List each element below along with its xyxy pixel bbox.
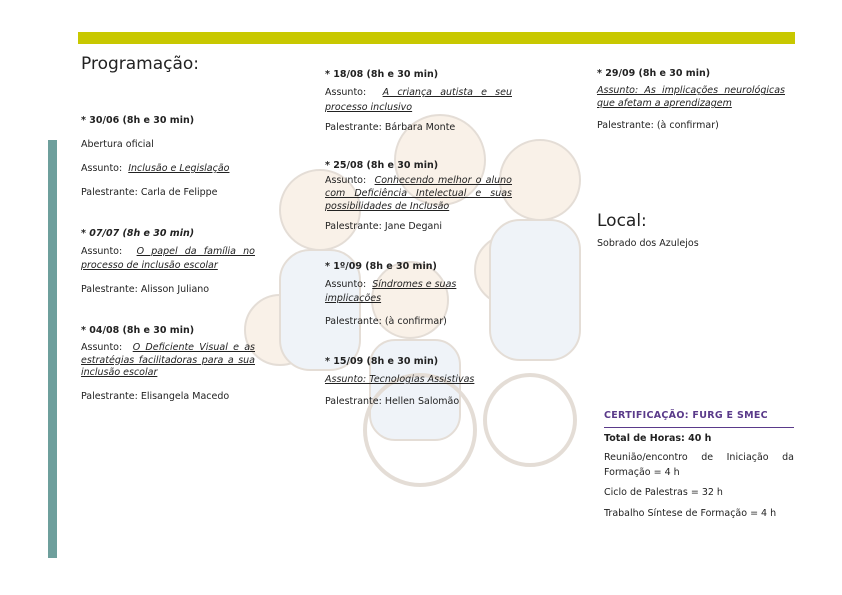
event-speaker: Palestrante: (à confirmar) xyxy=(597,119,719,131)
event-0707 xyxy=(81,227,255,298)
event-subject: Assunto: Síndromes e suas implicações xyxy=(325,279,457,305)
event-subject: Assunto: Tecnologias Assistivas xyxy=(325,374,475,386)
event-subject: Assunto: As implicações neurológicas que afetam a aprendizagem xyxy=(597,85,785,110)
event-subject: Assunto: O Deficiente Visual e as estratégias facilitadoras para a sua inclusão escolar xyxy=(81,341,255,379)
event-1509 xyxy=(325,355,512,410)
event-date: * 18/08 (8h e 30 min) xyxy=(325,69,439,80)
certification-title: CERTIFICAÇÃO: FURG E SMEC xyxy=(604,410,768,421)
opening-text: Abertura oficial xyxy=(81,138,154,150)
event-2508 xyxy=(325,159,512,234)
certification-block xyxy=(604,409,794,522)
event-0109 xyxy=(325,260,512,329)
event-date: * 04/08 (8h e 30 min) xyxy=(81,324,195,336)
event-speaker: Palestrante: (à confirmar) xyxy=(325,315,447,327)
event-date: * 29/09 (8h e 30 min) xyxy=(597,68,711,79)
event-speaker: Palestrante: Jane Degani xyxy=(325,220,443,232)
local-heading: Local: xyxy=(597,211,647,232)
certification-divider xyxy=(604,427,794,429)
event-date: * 07/07 (8h e 30 min) xyxy=(81,227,195,239)
cert-line-1: Reunião/encontro de Iniciação da Formação = 4 h xyxy=(604,451,794,478)
event-speaker: Palestrante: Carla de Felippe xyxy=(81,187,218,199)
event-speaker: Palestrante: Bárbara Monte xyxy=(325,121,456,133)
event-subject: Assunto: A criança autista e seu processo inclusivo xyxy=(325,87,512,113)
event-3006 xyxy=(81,114,255,201)
event-1808 xyxy=(325,68,512,135)
event-speaker: Palestrante: Alisson Juliano xyxy=(81,284,210,296)
event-subject: Assunto: Inclusão e Legislação xyxy=(81,163,230,174)
event-subject: Assunto: O papel da família no processo de inclusão escolar xyxy=(81,245,255,271)
total-hours: Total de Horas: 40 h xyxy=(604,433,712,445)
event-date: * 25/08 (8h e 30 min) xyxy=(325,160,439,171)
column-3 xyxy=(597,67,785,251)
event-subject: Assunto: Conhecendo melhor o aluno com Deficiência Intelectual e suas possibilidades de Inclusão xyxy=(325,175,512,212)
event-date: * 1º/09 (8h e 30 min) xyxy=(325,260,437,272)
left-accent-bar xyxy=(48,140,57,558)
event-date: * 30/06 (8h e 30 min) xyxy=(81,114,195,126)
event-speaker: Palestrante: Elisangela Macedo xyxy=(81,391,230,403)
column-1 xyxy=(81,52,255,404)
cert-line-3: Trabalho Síntese de Formação = 4 h xyxy=(604,508,777,520)
event-2909 xyxy=(597,67,785,133)
event-speaker: Palestrante: Hellen Salomão xyxy=(325,396,460,408)
event-0408 xyxy=(81,324,255,405)
event-date: * 15/09 (8h e 30 min) xyxy=(325,355,439,367)
cert-line-2: Ciclo de Palestras = 32 h xyxy=(604,487,723,499)
page-title: Programação: xyxy=(81,54,200,74)
top-accent-bar xyxy=(78,32,795,44)
column-2 xyxy=(325,68,512,410)
local-value: Sobrado dos Azulejos xyxy=(597,237,699,249)
